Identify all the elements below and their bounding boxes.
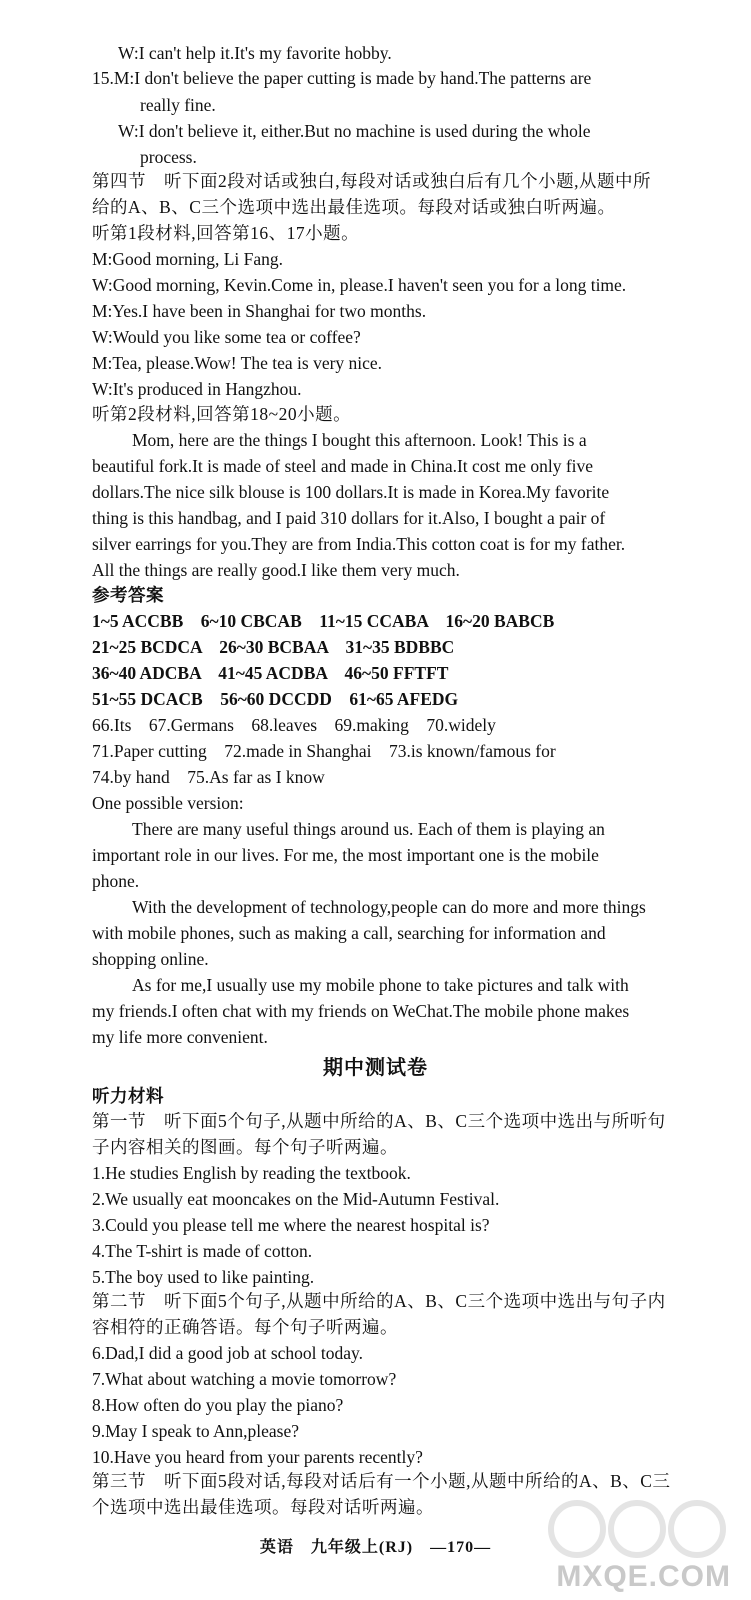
section-instruction: 个选项中选出最佳选项。每段对话听两遍。: [92, 1497, 434, 1517]
page-footer: 英语 九年级上(RJ) —170—: [259, 1539, 492, 1556]
essay-line: There are many useful things around us. Each of them is playing an: [132, 819, 605, 839]
monologue-line: dollars.The nice silk blouse is 100 dollars.It is made in Korea.My favorite: [92, 482, 610, 502]
essay-line: As for me,I usually use my mobile phone to take pictures and talk with: [132, 975, 629, 995]
dialog-line: M:Good morning, Li Fang.: [92, 249, 284, 269]
material-heading: 听第1段材料,回答第16、17小题。: [92, 223, 360, 243]
essay-line: phone.: [92, 871, 140, 891]
dialog-line: W:Good morning, Kevin.Come in, please.I haven't seen you for a long time.: [92, 275, 627, 295]
answer-row: 51~55 DCACB 56~60 DCCDD 61~65 AFEDG: [92, 689, 459, 709]
answer-row: 21~25 BCDCA 26~30 BCBAA 31~35 BDBBC: [92, 637, 455, 657]
section-instruction: 第三节 听下面5段对话,每段对话后有一个小题,从题中所给的A、B、C三: [92, 1471, 671, 1491]
sentence-item: 7.What about watching a movie tomorrow?: [92, 1369, 397, 1389]
essay-line: my friends.I often chat with my friends on WeChat.The mobile phone makes: [92, 1001, 630, 1021]
answer-row: 1~5 ACCBB 6~10 CBCAB 11~15 CCABA 16~20 BABCB: [92, 611, 555, 631]
monologue-line: Mom, here are the things I bought this afternoon. Look! This is a: [132, 430, 587, 450]
sentence-item: 10.Have you heard from your parents recently?: [92, 1447, 423, 1467]
essay-line: With the development of technology,people can do more and more things: [132, 897, 646, 917]
sentence-item: 3.Could you please tell me where the nearest hospital is?: [92, 1215, 490, 1235]
sentence-item: 6.Dad,I did a good job at school today.: [92, 1343, 364, 1363]
answer-row: 71.Paper cutting 72.made in Shanghai 73.is known/famous for: [92, 741, 556, 761]
section-instruction: 给的A、B、C三个选项中选出最佳选项。每段对话或独白听两遍。: [92, 197, 616, 217]
sentence-item: 2.We usually eat mooncakes on the Mid-Autumn Festival.: [92, 1189, 500, 1209]
dialog-line: W:Would you like some tea or coffee?: [92, 327, 361, 347]
essay-line: with mobile phones, such as making a call, searching for information and: [92, 923, 606, 943]
section-title: 期中测试卷: [323, 1057, 428, 1079]
answers-heading: 参考答案: [92, 585, 164, 605]
essay-label: One possible version:: [92, 793, 244, 813]
dialog-line: W:I don't believe it, either.But no machine is used during the whole: [118, 121, 591, 141]
sentence-item: 8.How often do you play the piano?: [92, 1395, 344, 1415]
answer-row: 74.by hand 75.As far as I know: [92, 767, 325, 787]
dialog-line: M:Tea, please.Wow! The tea is very nice.: [92, 353, 383, 373]
dialog-line: 15.M:I don't believe the paper cutting is made by hand.The patterns are: [92, 68, 592, 88]
sentence-item: 4.The T-shirt is made of cotton.: [92, 1241, 313, 1261]
dialog-line: W:I can't help it.It's my favorite hobby.: [118, 43, 392, 63]
listening-heading: 听力材料: [92, 1086, 164, 1106]
monologue-line: thing is this handbag, and I paid 310 dollars for it.Also, I bought a pair of: [92, 508, 606, 528]
answer-row: 36~40 ADCBA 41~45 ACDBA 46~50 FFTFT: [92, 663, 449, 683]
monologue-line: silver earrings for you.They are from India.This cotton coat is for my father.: [92, 534, 626, 554]
essay-line: important role in our lives. For me, the most important one is the mobile: [92, 845, 599, 865]
answer-row: 66.Its 67.Germans 68.leaves 69.making 70.widely: [92, 715, 496, 735]
section-instruction: 第一节 听下面5个句子,从题中所给的A、B、C三个选项中选出与所听句: [92, 1111, 666, 1131]
section-instruction: 容相符的正确答语。每个句子听两遍。: [92, 1317, 398, 1337]
monologue-line: beautiful fork.It is made of steel and made in China.It cost me only five: [92, 456, 594, 476]
dialog-line: M:Yes.I have been in Shanghai for two months.: [92, 301, 427, 321]
dialog-line: W:It's produced in Hangzhou.: [92, 379, 302, 399]
monologue-line: All the things are really good.I like them very much.: [92, 560, 460, 580]
sentence-item: 1.He studies English by reading the textbook.: [92, 1163, 411, 1183]
dialog-line: process.: [140, 147, 197, 167]
watermark-text: MXQE.COM: [556, 1560, 731, 1593]
material-heading: 听第2段材料,回答第18~20小题。: [92, 404, 352, 424]
essay-line: my life more convenient.: [92, 1027, 268, 1047]
section-instruction: 第二节 听下面5个句子,从题中所给的A、B、C三个选项中选出与句子内: [92, 1291, 666, 1311]
sentence-item: 9.May I speak to Ann,please?: [92, 1421, 300, 1441]
sentence-item: 5.The boy used to like painting.: [92, 1267, 315, 1287]
section-instruction: 子内容相关的图画。每个句子听两遍。: [92, 1137, 398, 1157]
dialog-line: really fine.: [140, 95, 216, 115]
section-instruction: 第四节 听下面2段对话或独白,每段对话或独白后有几个小题,从题中所: [92, 171, 651, 191]
essay-line: shopping online.: [92, 949, 209, 969]
